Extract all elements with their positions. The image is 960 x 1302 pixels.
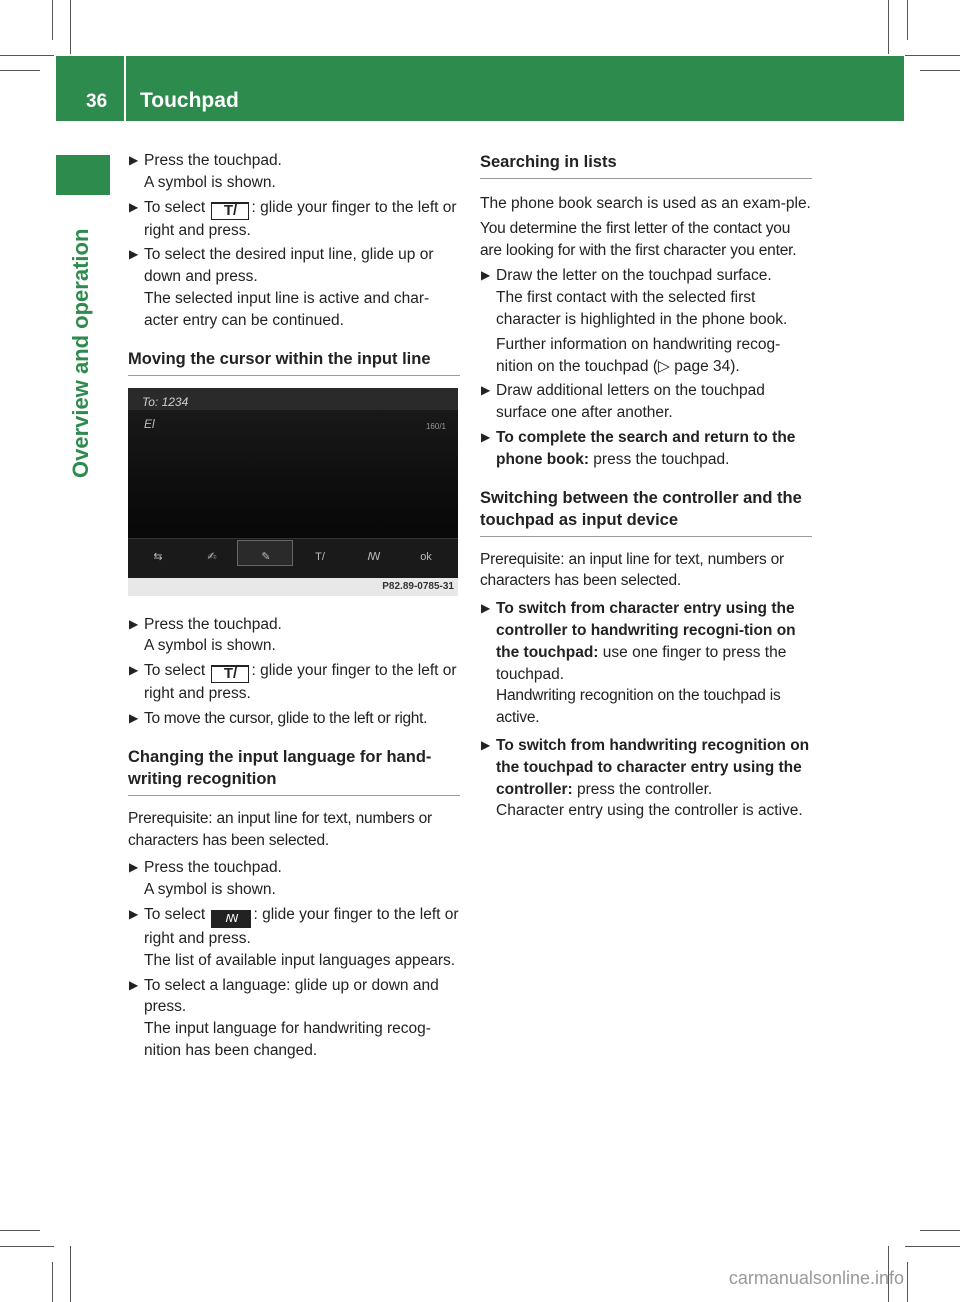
- step-text: : glide your finger to the left or right and press.: [144, 198, 457, 239]
- crop-mark: [70, 0, 71, 54]
- step-text: Press the touchpad.: [144, 859, 282, 877]
- pen-icon: ✎: [261, 550, 271, 563]
- crop-mark: [907, 0, 908, 40]
- step: [128, 975, 460, 1062]
- step-bold-text: To complete the search and return to the phone book:: [496, 428, 796, 468]
- step-text: Press the touchpad.: [144, 152, 282, 169]
- handwriting-icon: ✍: [207, 550, 217, 563]
- screen-toolbar: [128, 538, 458, 578]
- paragraph: You determine the first letter of the contact you are looking for with the first character you enter.: [480, 219, 797, 259]
- right-column: [480, 150, 812, 825]
- crop-mark: [0, 1230, 40, 1231]
- step-arrow-icon: ▶: [129, 710, 139, 725]
- header-divider: [124, 56, 126, 121]
- section-heading: Searching in lists: [480, 151, 812, 179]
- step-text: press the controller.: [572, 780, 713, 798]
- step-arrow-icon: ▶: [481, 383, 491, 398]
- crop-mark: [907, 1262, 908, 1302]
- step: [128, 614, 460, 658]
- t-input-icon: T/: [315, 550, 325, 563]
- step-result: A symbol is shown.: [144, 173, 276, 191]
- step-text: To select: [144, 662, 210, 680]
- language-icon: ꟿ: [367, 550, 381, 563]
- step-arrow-icon: ▶: [129, 860, 139, 875]
- step-arrow-icon: ▶: [129, 906, 139, 921]
- step: [128, 904, 460, 972]
- step-arrow-icon: ▶: [129, 247, 139, 262]
- step-text: To select a language: glide up or down and press.: [144, 976, 439, 1016]
- side-label: Overview and operation: [68, 228, 93, 478]
- step-result: Handwriting recognition on the touchpad is active.: [496, 687, 781, 727]
- step-text: To move the cursor, glide to the left or right.: [144, 709, 428, 727]
- image-reference: P82.89-0785-31: [128, 578, 458, 596]
- step-arrow-icon: ▶: [129, 977, 139, 992]
- step: [480, 598, 812, 729]
- screen-entry: El: [144, 416, 155, 431]
- crop-mark: [0, 1246, 54, 1247]
- crop-mark: [52, 0, 53, 40]
- crop-mark: [70, 1246, 71, 1302]
- t-input-icon: T/: [211, 202, 249, 220]
- section-heading: Changing the input language for hand-writing recognition: [128, 746, 460, 796]
- step-text: use one finger to press the touchpad.: [496, 643, 787, 683]
- step-text: : glide your finger to the left or right and press.: [144, 662, 457, 703]
- step: [480, 265, 812, 377]
- step: [128, 660, 460, 705]
- paragraph: The phone book search is used as an exam-ple.: [480, 195, 811, 212]
- ok-button: ok: [420, 550, 432, 563]
- crop-mark: [0, 70, 40, 71]
- crop-mark: [905, 55, 960, 56]
- crop-mark: [52, 1262, 53, 1302]
- prerequisite: Prerequisite: an input line for text, numbers or characters has been selected.: [480, 550, 785, 590]
- step: [128, 197, 460, 242]
- t-input-icon: T/: [211, 665, 249, 683]
- step: [128, 244, 460, 331]
- watermark: carmanualsonline.info: [728, 1268, 904, 1288]
- step-text: press the touchpad.: [589, 450, 730, 468]
- step-arrow-icon: ▶: [481, 601, 491, 616]
- step-arrow-icon: ▶: [481, 429, 491, 444]
- step-arrow-icon: ▶: [129, 153, 139, 167]
- step-result: The input language for handwriting recog-nition has been changed.: [144, 1020, 431, 1059]
- step-text: To select: [144, 198, 210, 216]
- step-text: : glide your finger to the left or right and press.: [144, 905, 459, 947]
- left-column: [128, 150, 460, 1065]
- step-note: Further information on handwriting recog-nition on the touchpad (▷ page 34).: [496, 335, 781, 375]
- step-result: Character entry using the controller is active.: [496, 802, 803, 820]
- step: [128, 150, 460, 194]
- step-arrow-icon: ▶: [481, 268, 491, 283]
- crop-mark: [905, 1246, 960, 1247]
- step: [128, 857, 460, 901]
- step-text: Draw additional letters on the touchpad surface one after another.: [496, 382, 765, 422]
- side-tab: [56, 155, 110, 195]
- crop-mark: [920, 70, 960, 71]
- page-title: Touchpad: [140, 89, 239, 112]
- prerequisite: Prerequisite: an input line for text, numbers or characters has been selected.: [128, 809, 433, 849]
- crop-mark: [920, 1230, 960, 1231]
- language-icon: ꟿ: [211, 910, 251, 928]
- screen-to-label: To: 1234: [142, 394, 189, 409]
- step-result: A symbol is shown.: [144, 637, 276, 655]
- step-bold-text: To switch from character entry using the controller to handwriting recogni-tion on the touchpad:: [496, 600, 796, 661]
- step-arrow-icon: ▶: [481, 737, 491, 752]
- page-number: 36: [86, 91, 108, 112]
- step-result: The list of available input languages appears.: [144, 951, 456, 969]
- step-result: The selected input line is active and char-acter entry can be continued.: [144, 289, 430, 329]
- step-arrow-icon: ▶: [129, 199, 139, 214]
- step-result: The first contact with the selected first character is highlighted in the phone book.: [496, 289, 788, 328]
- step-text: To select: [144, 905, 210, 923]
- touchpad-screen-image: [128, 388, 458, 596]
- step-text: Draw the letter on the touchpad surface.: [496, 267, 772, 285]
- screen-counter: 160/1: [425, 421, 446, 431]
- step: [480, 735, 812, 822]
- step-text: To select the desired input line, glide up or down and press.: [144, 246, 434, 286]
- step-arrow-icon: ▶: [129, 663, 139, 678]
- step-result: A symbol is shown.: [144, 881, 276, 899]
- section-heading: Switching between the controller and the touchpad as input device: [480, 487, 812, 537]
- section-heading: Moving the cursor within the input line: [128, 348, 460, 376]
- back-icon: ⇆: [153, 550, 163, 563]
- crop-mark: [0, 55, 54, 56]
- step: [128, 708, 460, 730]
- crop-mark: [888, 0, 889, 54]
- step: [480, 380, 812, 424]
- step-arrow-icon: ▶: [129, 616, 139, 631]
- step-bold-text: To switch from handwriting recognition on the touchpad to character entry using the controller:: [496, 736, 810, 798]
- step-text: Press the touchpad.: [144, 615, 282, 633]
- step: [480, 427, 812, 471]
